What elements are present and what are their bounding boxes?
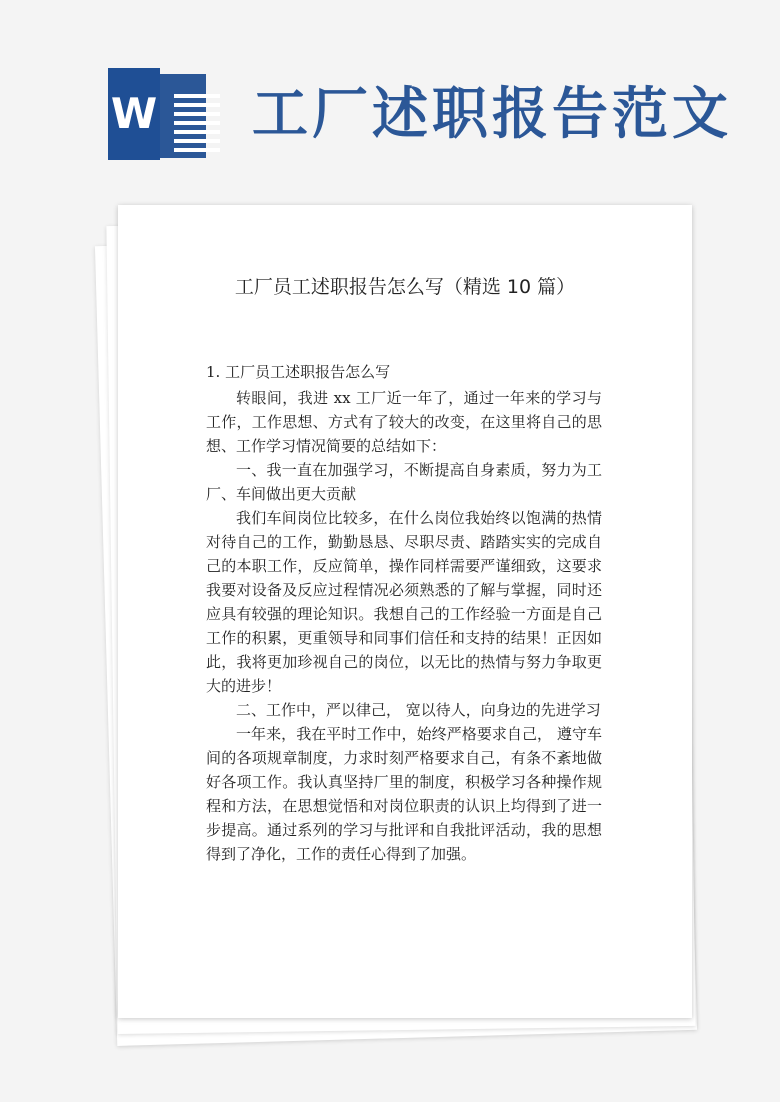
paragraph-point-two-detail: 一年来，我在平时工作中，始终严格要求自己， 遵守车间的各项规章制度，力求时刻严格要求自己，有条不紊地做好各项工作。我认真坚持厂里的制度，积极学习各种操作规程和方法，在思想觉悟和对岗位职责的认识上均得到了进一步提高。通过系列的学习与批评和自我批评活动，我的思想得到了净化，工作的责任心得到了加强。 bbox=[206, 725, 602, 863]
section-heading: 1. 工厂员工述职报告怎么写 bbox=[206, 363, 391, 381]
document-title: 工厂员工述职报告怎么写（精选 10 篇） bbox=[234, 276, 576, 298]
banner bbox=[0, 0, 780, 200]
document-page bbox=[118, 205, 692, 1018]
paragraph-point-two: 二、工作中，严以律己， 宽以待人，向身边的先进学习 bbox=[236, 701, 601, 719]
word-icon-letter: W bbox=[108, 68, 160, 160]
paragraph-point-one-detail: 我们车间岗位比较多，在什么岗位我始终以饱满的热情对待自己的工作，勤勤恳恳、尽职尽责、踏踏实实的完成自己的本职工作，反应简单，操作同样需要严谨细致，这要求我要对设备及反应过程情况必须熟悉的了解与掌握，同时还应具有较强的理论知识。我想自己的工作经验一方面是自己工作的积累，更重领导和同事们信任和支持的结果！正因如此，我将更加珍视自己的岗位，以无比的热情与努力争取更大的进步！ bbox=[206, 509, 602, 695]
word-icon-lines bbox=[174, 94, 220, 157]
paragraph-point-one: 一、我一直在加强学习，不断提高自身素质，努力为工厂、车间做出更大贡献 bbox=[206, 461, 602, 503]
banner-title: 工厂述职报告范文 bbox=[252, 81, 732, 147]
document-body bbox=[206, 360, 602, 866]
word-icon bbox=[108, 68, 208, 160]
paragraph-intro: 转眼间，我进 xx 工厂近一年了，通过一年来的学习与工作，工作思想、方式有了较大的改变，在这里将自己的思想、工作学习情况简要的总结如下： bbox=[206, 389, 602, 455]
